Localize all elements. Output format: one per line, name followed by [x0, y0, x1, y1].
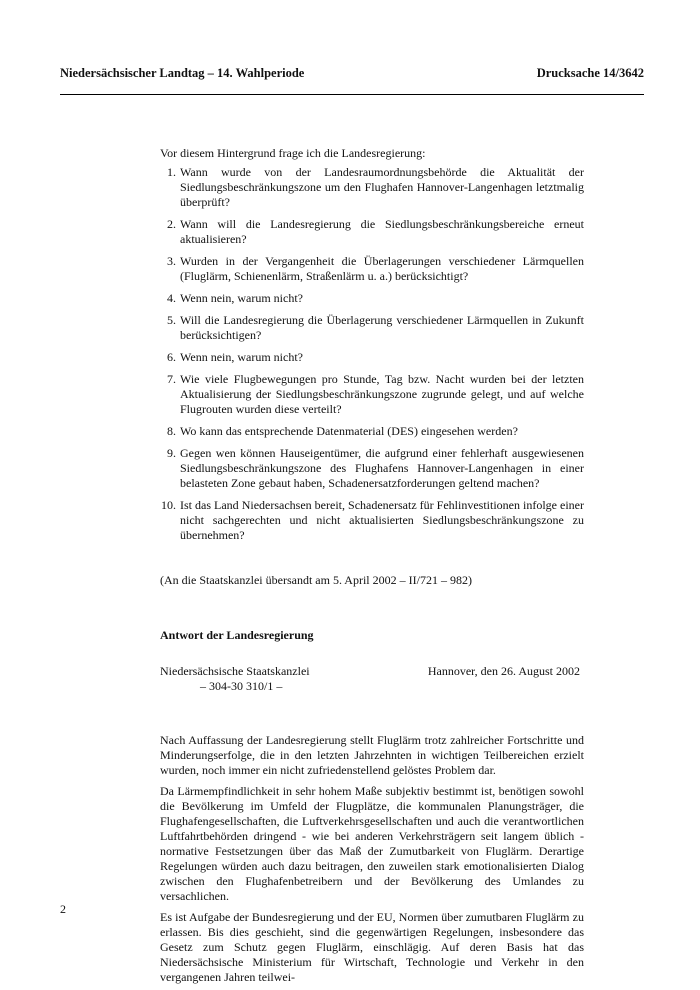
answer-paragraph: Da Lärmempfindlichkeit in sehr hohem Maße subjektiv bestimmt ist, benötigen sowohl die Bevölkerung im Umfeld der Flugplätze, die kommunalen Planungsträger, die Flughafengesellschaften, die Luftverkehrsgesellschaften und auch die verantwortlichen Luftfahrtbehörden dringend - wie bei anderen Verkehrsträgern seit langem üblich - normative Festsetzungen über das Maß der Zumutbarkeit von Fluglärm. Derartige Regelungen würden auch dazu beitragen, den zuweilen stark emotionalisierten Dialog zwischen den Flughafenbetreibern und der Bevölkerung des Umlandes zu versachlichen. [160, 784, 584, 903]
list-item [160, 165, 584, 210]
item-number: 6. [167, 350, 176, 364]
page-header [60, 66, 644, 82]
answer-paragraph: Es ist Aufgabe der Bundesregierung und der EU, Normen über zumutbaren Fluglärm zu erlassen. Bis dies geschieht, sind die gegenwärtigen Regelungen, insbesondere das Gesetz zum Schutz gegen Fluglärm, einschlägig. Auf deren Basis hat das Niedersächsische Ministerium für Wirtschaft, Technologie und Verkehr in den vergangenen Jahren teilwei- [160, 910, 584, 984]
sender-office: Niedersächsische Staatskanzlei [160, 664, 310, 678]
document-body [160, 146, 584, 985]
item-text: Wenn nein, warum nicht? [180, 291, 303, 305]
sender-block [160, 664, 584, 694]
place-date: Hannover, den 26. August 2002 [427, 664, 580, 678]
question-list [160, 165, 584, 543]
header-rule [60, 94, 644, 95]
item-text: Wurden in der Vergangenheit die Überlagerungen verschiedener Lärmquellen (Fluglärm, Schienenlärm, Straßenlärm u. a.) berücksichtigt? [180, 254, 584, 283]
list-item [160, 254, 584, 284]
item-number: 9. [167, 446, 176, 460]
answer-heading: Antwort der Landesregierung [160, 628, 314, 642]
list-item [160, 424, 584, 439]
sender-reference: – 304-30 310/1 – [200, 679, 283, 693]
item-number: 10. [161, 498, 176, 512]
item-text: Gegen wen können Hauseigentümer, die aufgrund einer fehlerhaft ausgewiesenen Siedlungsbeschränkungszone des Flughafens Hannover-Langenhagen in einer belasteten Zone gebaut haben, Schadenersatzforderungen geltend machen? [180, 446, 584, 490]
item-number: 7. [167, 372, 176, 386]
answer-paragraph: Nach Auffassung der Landesregierung stellt Fluglärm trotz zahlreicher Fortschritte und Minderungserfolge, die in den letzten Jahrzehnten in wichtigen Teilbereichen erzielt wurden, noch immer ein nicht zufriedenstellend gelöstes Problem dar. [160, 733, 584, 777]
list-item [160, 372, 584, 417]
item-number: 1. [167, 165, 176, 179]
item-number: 8. [167, 424, 176, 438]
list-item [160, 217, 584, 247]
list-item [160, 313, 584, 343]
item-text: Will die Landesregierung die Überlagerung verschiedener Lärmquellen in Zukunft berücksichtigen? [180, 313, 584, 342]
item-text: Wann will die Landesregierung die Siedlungsbeschränkungsbereiche erneut aktualisieren? [180, 217, 584, 246]
header-document-number: Drucksache 14/3642 [536, 66, 644, 80]
item-number: 4. [167, 291, 176, 305]
item-number: 5. [167, 313, 176, 327]
list-item [160, 350, 584, 365]
list-item [160, 498, 584, 543]
item-text: Wie viele Flugbewegungen pro Stunde, Tag bzw. Nacht wurden bei der letzten Aktualisierung der Siedlungsbeschränkungszone zugrunde gelegt, und auf welche Flugrouten wurden diese verteilt? [180, 372, 584, 416]
page-number: 2 [60, 902, 66, 916]
item-text: Wenn nein, warum nicht? [180, 350, 303, 364]
list-item [160, 446, 584, 491]
list-item [160, 291, 584, 306]
item-text: Wo kann das entsprechende Datenmaterial (DES) eingesehen werden? [180, 424, 518, 438]
item-text: Ist das Land Niedersachsen bereit, Schadenersatz für Fehlinvestitionen infolge einer nicht sachgerechten und nicht aktualisierten Siedlungsbeschränkungszone zu übernehmen? [180, 498, 584, 542]
transmission-note: (An die Staatskanzlei übersandt am 5. April 2002 – II/721 – 982) [160, 573, 472, 587]
header-publication: Niedersächsischer Landtag – 14. Wahlperiode [60, 66, 305, 80]
item-number: 3. [167, 254, 176, 268]
item-text: Wann wurde von der Landesraumordnungsbehörde die Aktualität der Siedlungsbeschränkungszone um den Flughafen Hannover-Langenhagen letztmalig überprüft? [180, 165, 584, 209]
item-number: 2. [167, 217, 176, 231]
intro-text: Vor diesem Hintergrund frage ich die Landesregierung: [160, 146, 426, 160]
